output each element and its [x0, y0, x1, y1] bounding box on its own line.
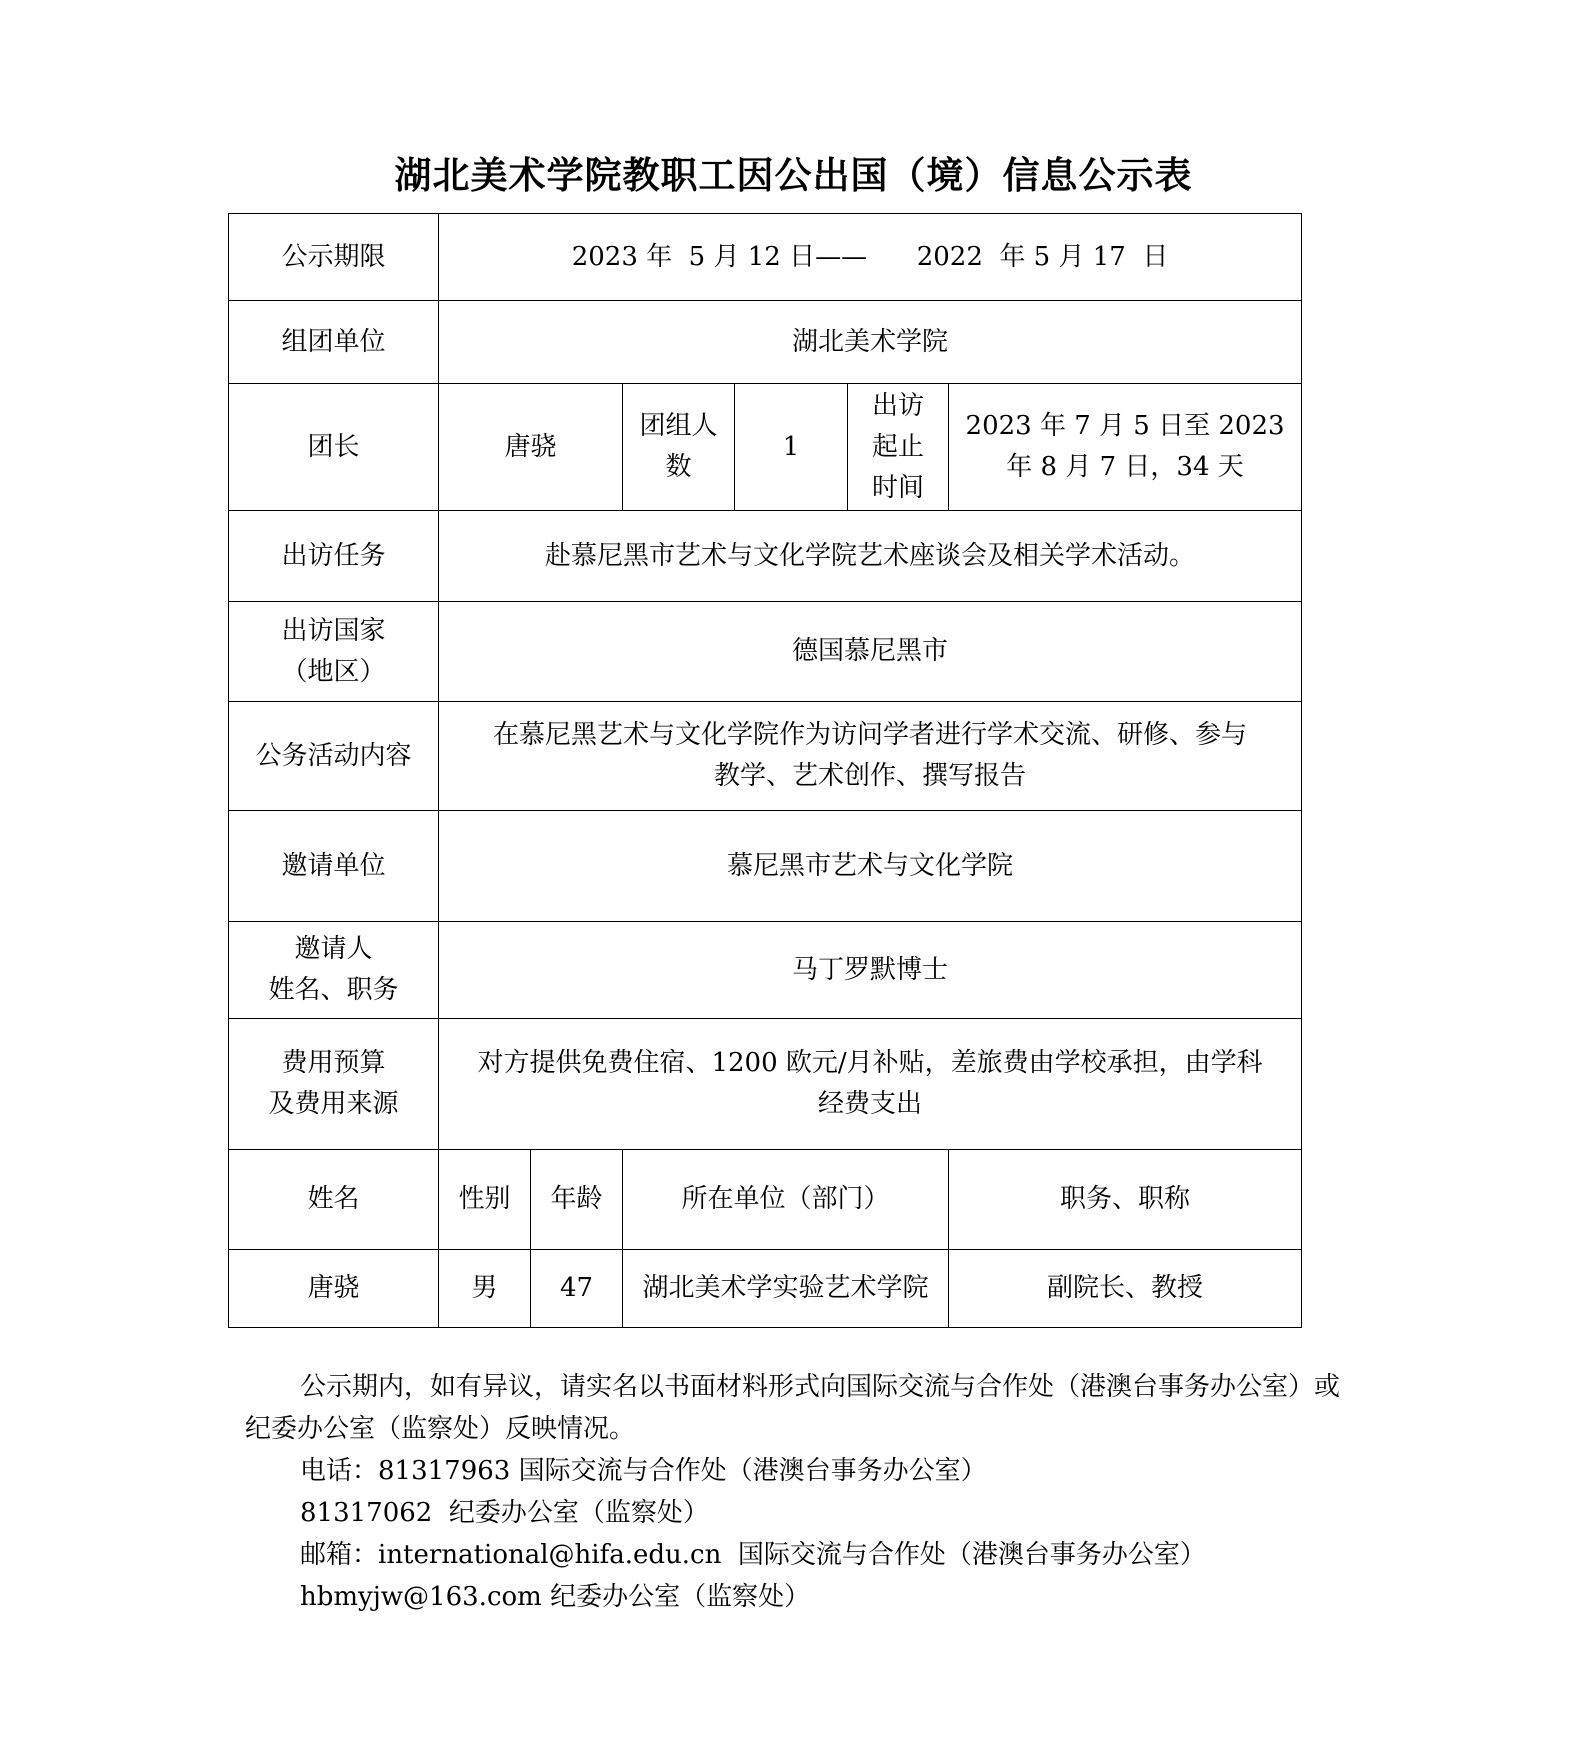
org-label: 组团单位 [229, 301, 439, 384]
notice-text: 公示期内，如有异议，请实名以书面材料形式向国际交流与合作处（港澳台事务办公室）或纪委办公室（监察处）反映情况。 [245, 1372, 1341, 1444]
member-title: 副院长、教授 [949, 1250, 1302, 1328]
member-name: 唐骁 [229, 1250, 439, 1328]
email-line-2: hbmyjw@163.com 纪委办公室（监察处） [300, 1582, 811, 1612]
member-header-row [229, 1150, 1302, 1250]
activity-value: 在慕尼黑艺术与文化学院作为访问学者进行学术交流、研修、参与 教学、艺术创作、撰写报告 [439, 702, 1302, 811]
inviter-person-row [229, 922, 1302, 1019]
budget-value: 对方提供免费住宿、1200 欧元/月补贴，差旅费由学校承担，由学科 经费支出 [439, 1019, 1302, 1150]
inviter-row [229, 811, 1302, 922]
email-line-1: 邮箱：international@hifa.edu.cn 国际交流与合作处（港澳台事务办公室） [300, 1540, 1206, 1570]
header-gender: 性别 [439, 1150, 531, 1250]
leader-label: 团长 [229, 384, 439, 511]
budget-row [229, 1019, 1302, 1150]
country-row [229, 602, 1302, 702]
country-label: 出访国家 （地区） [229, 602, 439, 702]
footer-notice [245, 1366, 1365, 1618]
header-unit: 所在单位（部门） [623, 1150, 949, 1250]
member-gender: 男 [439, 1250, 531, 1328]
period-row [229, 214, 1302, 301]
visit-time-label: 出访 起止 时间 [848, 384, 949, 511]
visit-time-value: 2023 年 7 月 5 日至 2023 年 8 月 7 日，34 天 [949, 384, 1302, 511]
phone-line-2: 81317062 纪委办公室（监察处） [300, 1498, 709, 1528]
inviter-person-value: 马丁罗默博士 [439, 922, 1302, 1019]
phone-line-1: 电话：81317963 国际交流与合作处（港澳台事务办公室） [300, 1456, 987, 1486]
inviter-value: 慕尼黑市艺术与文化学院 [439, 811, 1302, 922]
budget-label: 费用预算 及费用来源 [229, 1019, 439, 1150]
task-label: 出访任务 [229, 511, 439, 602]
period-value: 2023 年 5 月 12 日—— 2022 年 5 月 17 日 [439, 214, 1302, 301]
leader-row [229, 384, 1302, 511]
header-name: 姓名 [229, 1150, 439, 1250]
period-label: 公示期限 [229, 214, 439, 301]
info-table [228, 213, 1302, 1328]
task-row [229, 511, 1302, 602]
task-value: 赴慕尼黑市艺术与文化学院艺术座谈会及相关学术活动。 [439, 511, 1302, 602]
inviter-person-label: 邀请人 姓名、职务 [229, 922, 439, 1019]
header-title: 职务、职称 [949, 1150, 1302, 1250]
count-label: 团组人数 [623, 384, 735, 511]
country-value: 德国慕尼黑市 [439, 602, 1302, 702]
page-title: 湖北美术学院教职工因公出国（境）信息公示表 [394, 154, 1193, 197]
count-value: 1 [735, 384, 848, 511]
header-age: 年龄 [531, 1150, 623, 1250]
member-age: 47 [531, 1250, 623, 1328]
member-unit: 湖北美术学实验艺术学院 [623, 1250, 949, 1328]
activity-label: 公务活动内容 [229, 702, 439, 811]
org-row [229, 301, 1302, 384]
activity-row [229, 702, 1302, 811]
table-row [229, 1250, 1302, 1328]
leader-value: 唐骁 [439, 384, 623, 511]
org-value: 湖北美术学院 [439, 301, 1302, 384]
inviter-label: 邀请单位 [229, 811, 439, 922]
